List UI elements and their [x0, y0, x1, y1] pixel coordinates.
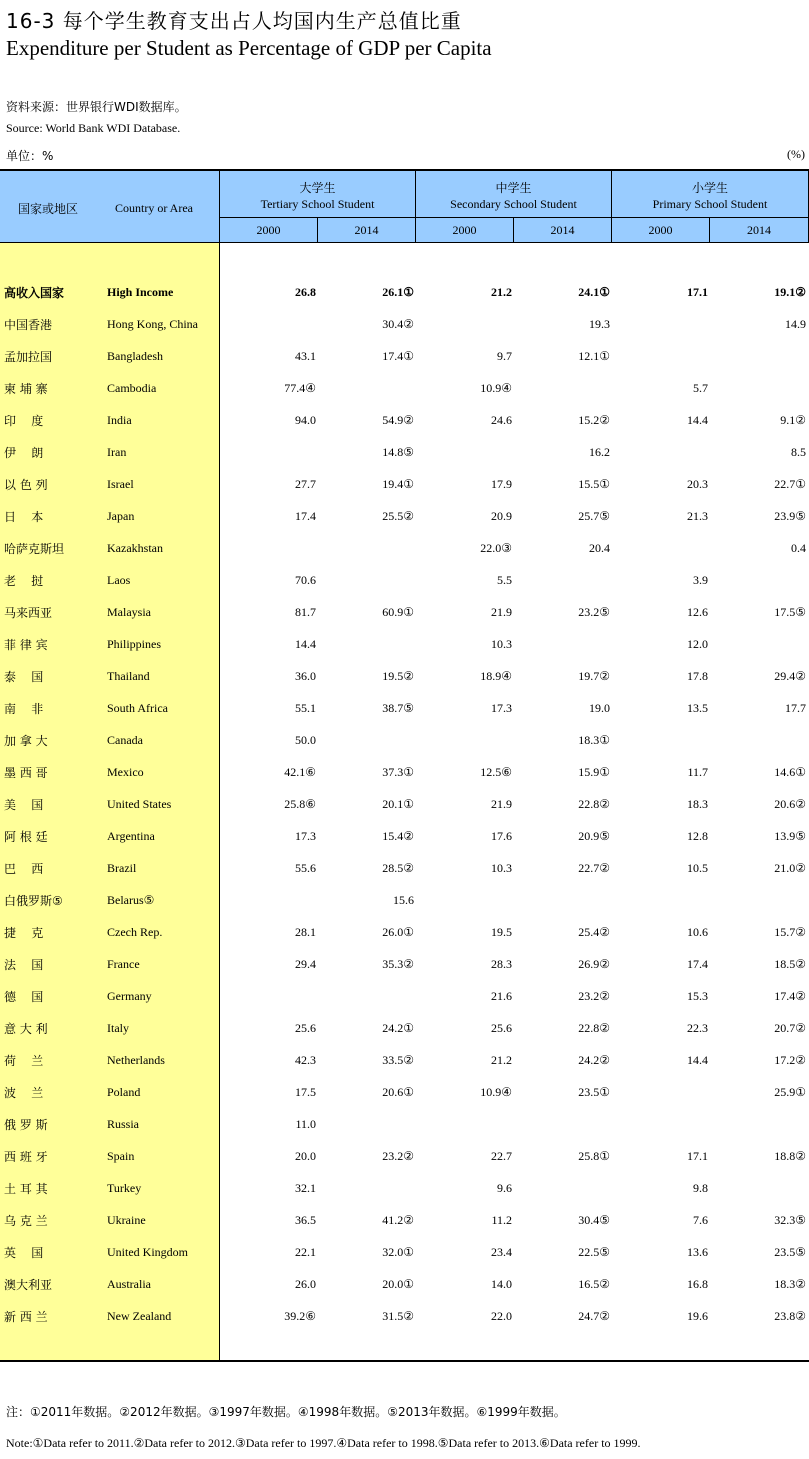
value-cell: 25.9① [774, 1085, 806, 1099]
country-name-en: United States [107, 797, 172, 811]
group-header-en: Tertiary School Student [260, 197, 375, 211]
country-name-cn: 意 大 利 [4, 1022, 48, 1036]
value-cell: 17.5⑤ [774, 605, 806, 619]
value-cell: 12.0 [687, 637, 708, 651]
value-cell: 81.7 [295, 605, 316, 619]
value-cell: 22.8② [578, 797, 610, 811]
country-name-cn: 英 国 [4, 1246, 44, 1260]
value-cell: 26.9② [578, 957, 610, 971]
value-cell: 24.2② [578, 1053, 610, 1067]
value-cell: 20.7② [774, 1021, 806, 1035]
country-name-cn: 加 拿 大 [4, 734, 48, 748]
value-cell: 11.7 [687, 765, 708, 779]
value-cell: 28.5② [382, 861, 414, 875]
value-cell: 27.7 [295, 477, 316, 491]
year-header: 2000 [220, 218, 318, 243]
year-header: 2000 [612, 218, 710, 243]
value-cell: 9.6 [497, 1181, 512, 1195]
country-name-cn: 法 国 [4, 958, 44, 972]
value-cell: 25.8⑥ [284, 797, 316, 811]
country-name-cn: 中国香港 [4, 318, 53, 332]
value-cell: 77.4④ [284, 381, 316, 395]
value-cell: 20.9 [491, 509, 512, 523]
country-name-cn: 白俄罗斯⑤ [4, 894, 63, 908]
value-cell: 29.4 [295, 957, 316, 971]
country-name-en: Spain [107, 1149, 135, 1163]
group-header-secondary [416, 171, 612, 218]
value-cell: 15.9① [578, 765, 610, 779]
table-row [0, 501, 809, 533]
value-cell: 23.9⑤ [774, 509, 806, 523]
value-cell: 19.5② [382, 669, 414, 683]
value-cell: 54.9② [382, 413, 414, 427]
table-row [0, 853, 809, 885]
value-cell: 28.3 [491, 957, 512, 971]
value-cell: 14.6① [774, 765, 806, 779]
country-name-en: Italy [107, 1021, 129, 1035]
country-name-en: Belarus⑤ [107, 893, 155, 907]
country-name-cn: 捷 克 [4, 926, 44, 940]
value-cell: 30.4② [382, 317, 414, 331]
country-name-cn: 孟加拉国 [4, 350, 53, 364]
country-name-cn: 以 色 列 [4, 478, 48, 492]
value-cell: 20.4 [589, 541, 610, 555]
country-name-en: Germany [107, 989, 152, 1003]
value-cell: 60.9① [382, 605, 414, 619]
country-name-en: Bangladesh [107, 349, 163, 363]
value-cell: 22.7② [578, 861, 610, 875]
value-cell: 14.4 [295, 637, 316, 651]
value-cell: 23.2② [382, 1149, 414, 1163]
country-name-cn: 墨 西 哥 [4, 766, 48, 780]
value-cell: 21.9 [491, 605, 512, 619]
value-cell: 23.5⑤ [774, 1245, 806, 1259]
value-cell: 26.8 [295, 285, 316, 299]
group-header-cn: 大学生 [299, 181, 336, 195]
table-row [0, 309, 809, 341]
value-cell: 17.3 [491, 701, 512, 715]
value-cell: 9.7 [497, 349, 512, 363]
value-cell: 0.4 [791, 541, 806, 555]
value-cell: 16.2 [589, 445, 610, 459]
country-name-cn: 老 挝 [4, 574, 44, 588]
value-cell: 10.5 [687, 861, 708, 875]
country-name-en: Japan [107, 509, 135, 523]
value-cell: 5.5 [497, 573, 512, 587]
value-cell: 21.2 [491, 285, 512, 299]
value-cell: 19.4① [382, 477, 414, 491]
country-name-en: Russia [107, 1117, 140, 1131]
table-row [0, 533, 809, 565]
value-cell: 25.4② [578, 925, 610, 939]
value-cell: 22.0③ [480, 541, 512, 555]
country-name-cn: 波 兰 [4, 1086, 44, 1100]
value-cell: 18.3② [774, 1277, 806, 1291]
value-cell: 37.3① [382, 765, 414, 779]
value-cell: 29.4② [774, 669, 806, 683]
value-cell: 16.8 [687, 1277, 708, 1291]
table-row [0, 1077, 809, 1109]
value-cell: 55.6 [295, 861, 316, 875]
table-row [0, 277, 809, 309]
country-name-cn: 泰 国 [4, 670, 44, 684]
value-cell: 10.3 [491, 637, 512, 651]
footnote-cn: 注：①2011年数据。②2012年数据。③1997年数据。④1998年数据。⑤2013年数据。⑥1999年数据。 [6, 1405, 566, 1419]
table-row [0, 725, 809, 757]
country-name-cn: 阿 根 廷 [4, 830, 48, 844]
country-name-cn: 印 度 [4, 414, 44, 428]
value-cell: 39.2⑥ [284, 1309, 316, 1323]
value-cell: 17.5 [295, 1085, 316, 1099]
value-cell: 22.5⑤ [578, 1245, 610, 1259]
country-name-en: Netherlands [107, 1053, 165, 1067]
value-cell: 13.5 [687, 701, 708, 715]
country-name-en: Turkey [107, 1181, 142, 1195]
value-cell: 17.6 [491, 829, 512, 843]
value-cell: 23.8② [774, 1309, 806, 1323]
country-header-en: Country or Area [115, 201, 193, 215]
value-cell: 21.2 [491, 1053, 512, 1067]
value-cell: 17.8 [687, 669, 708, 683]
value-cell: 19.0 [589, 701, 610, 715]
country-name-cn: 南 非 [4, 702, 44, 716]
table-row [0, 1045, 809, 1077]
value-cell: 33.5② [382, 1053, 414, 1067]
value-cell: 24.1① [578, 285, 610, 299]
value-cell: 10.9④ [480, 1085, 512, 1099]
value-cell: 10.3 [491, 861, 512, 875]
table-row [0, 1013, 809, 1045]
group-header-primary [612, 171, 809, 218]
table-row [0, 629, 809, 661]
value-cell: 14.9 [785, 317, 806, 331]
value-cell: 17.1 [687, 285, 708, 299]
country-name-cn: 德 国 [4, 990, 44, 1004]
year-header: 2014 [710, 218, 809, 243]
value-cell: 17.2② [774, 1053, 806, 1067]
value-cell: 17.4① [382, 349, 414, 363]
country-name-cn: 马来西亚 [4, 606, 53, 620]
country-name-cn: 新 西 兰 [4, 1310, 48, 1324]
value-cell: 15.7② [774, 925, 806, 939]
value-cell: 17.4② [774, 989, 806, 1003]
table-row [0, 693, 809, 725]
value-cell: 15.2② [578, 413, 610, 427]
value-cell: 20.0 [295, 1149, 316, 1163]
table-row [0, 469, 809, 501]
value-cell: 21.0② [774, 861, 806, 875]
value-cell: 30.4⑤ [578, 1213, 610, 1227]
table-row [0, 1269, 809, 1301]
value-cell: 15.6 [393, 893, 414, 907]
value-cell: 26.0 [295, 1277, 316, 1291]
value-cell: 20.6① [382, 1085, 414, 1099]
value-cell: 32.1 [295, 1181, 316, 1195]
country-name-en: Iran [107, 445, 127, 459]
footnote-en: Note:①Data refer to 2011.②Data refer to 2012.③Data refer to 1997.④Data refer to 1998.⑤Data refer to 2013.⑥Data refer to 1999. [6, 1436, 641, 1450]
value-cell: 18.3① [578, 733, 610, 747]
value-cell: 22.3 [687, 1021, 708, 1035]
value-cell: 9.8 [693, 1181, 708, 1195]
value-cell: 26.1① [382, 285, 414, 299]
value-cell: 25.6 [491, 1021, 512, 1035]
country-name-en: High Income [107, 285, 174, 299]
group-header-tertiary [220, 171, 416, 218]
country-name-cn: 伊 朗 [4, 446, 44, 460]
country-name-cn: 巴 西 [4, 862, 44, 876]
value-cell: 23.2⑤ [578, 605, 610, 619]
value-cell: 25.8① [578, 1149, 610, 1163]
value-cell: 50.0 [295, 733, 316, 747]
group-header-en: Primary School Student [652, 197, 768, 211]
country-name-en: Mexico [107, 765, 144, 779]
country-name-cn: 菲 律 宾 [4, 638, 48, 652]
country-header [0, 171, 220, 243]
value-cell: 38.7⑤ [382, 701, 414, 715]
value-cell: 12.1① [578, 349, 610, 363]
table-row [0, 981, 809, 1013]
value-cell: 8.5 [791, 445, 806, 459]
country-name-en: Laos [107, 573, 131, 587]
value-cell: 14.4 [687, 1053, 708, 1067]
value-cell: 28.1 [295, 925, 316, 939]
country-name-en: Thailand [107, 669, 150, 683]
value-cell: 41.2② [382, 1213, 414, 1227]
country-name-en: Brazil [107, 861, 137, 875]
unit-label-cn: 单位：% [6, 149, 54, 163]
value-cell: 13.9⑤ [774, 829, 806, 843]
value-cell: 23.2② [578, 989, 610, 1003]
value-cell: 15.5① [578, 477, 610, 491]
country-name-en: France [107, 957, 140, 971]
value-cell: 15.4② [382, 829, 414, 843]
table-row [0, 757, 809, 789]
country-name-en: India [107, 413, 132, 427]
value-cell: 24.6 [491, 413, 512, 427]
table-row [0, 373, 809, 405]
value-cell: 20.6② [774, 797, 806, 811]
value-cell: 17.7 [785, 701, 806, 715]
value-cell: 18.8② [774, 1149, 806, 1163]
year-header: 2000 [416, 218, 514, 243]
value-cell: 21.3 [687, 509, 708, 523]
value-cell: 18.9④ [480, 669, 512, 683]
value-cell: 25.5② [382, 509, 414, 523]
value-cell: 12.8 [687, 829, 708, 843]
table-row [0, 1173, 809, 1205]
table-row [0, 437, 809, 469]
value-cell: 22.7① [774, 477, 806, 491]
value-cell: 19.6 [687, 1309, 708, 1323]
country-name-en: Hong Kong, China [107, 317, 198, 331]
value-cell: 16.5② [578, 1277, 610, 1291]
table-row [0, 661, 809, 693]
table-row [0, 597, 809, 629]
value-cell: 19.1② [774, 285, 806, 299]
country-name-en: Cambodia [107, 381, 157, 395]
value-cell: 42.3 [295, 1053, 316, 1067]
group-header-cn: 小学生 [691, 181, 728, 195]
value-cell: 94.0 [295, 413, 316, 427]
value-cell: 3.9 [693, 573, 708, 587]
value-cell: 19.3 [589, 317, 610, 331]
value-cell: 25.6 [295, 1021, 316, 1035]
value-cell: 31.5② [382, 1309, 414, 1323]
value-cell: 12.5⑥ [480, 765, 512, 779]
country-name-en: Poland [107, 1085, 141, 1099]
country-name-cn: 西 班 牙 [4, 1150, 48, 1164]
table-row [0, 565, 809, 597]
country-name-en: Kazakhstan [107, 541, 163, 555]
country-name-cn: 乌 克 兰 [4, 1214, 48, 1228]
country-name-cn: 荷 兰 [4, 1054, 44, 1068]
value-cell: 18.3 [687, 797, 708, 811]
value-cell: 10.6 [687, 925, 708, 939]
value-cell: 26.0① [382, 925, 414, 939]
table-row [0, 885, 809, 917]
value-cell: 11.0 [295, 1117, 316, 1131]
value-cell: 10.9④ [480, 381, 512, 395]
table-row [0, 1301, 809, 1333]
country-name-cn: 俄 罗 斯 [4, 1118, 48, 1132]
value-cell: 20.1① [382, 797, 414, 811]
value-cell: 20.9⑤ [578, 829, 610, 843]
value-cell: 18.5② [774, 957, 806, 971]
group-header-en: Secondary School Student [450, 197, 577, 211]
value-cell: 20.3 [687, 477, 708, 491]
value-cell: 14.4 [687, 413, 708, 427]
value-cell: 21.6 [491, 989, 512, 1003]
country-name-cn: 美 国 [4, 798, 44, 812]
table-row [0, 341, 809, 373]
value-cell: 25.7⑤ [578, 509, 610, 523]
year-header: 2014 [514, 218, 612, 243]
value-cell: 23.5① [578, 1085, 610, 1099]
value-cell: 17.9 [491, 477, 512, 491]
country-name-en: Canada [107, 733, 143, 747]
value-cell: 9.1② [780, 413, 806, 427]
country-name-en: Argentina [107, 829, 155, 843]
value-cell: 24.2① [382, 1021, 414, 1035]
country-name-cn: 日 本 [4, 510, 44, 524]
source-cn: 资料来源：世界银行WDI数据库。 [6, 100, 187, 114]
country-name-en: Ukraine [107, 1213, 146, 1227]
value-cell: 43.1 [295, 349, 316, 363]
value-cell: 22.0 [491, 1309, 512, 1323]
value-cell: 17.4 [687, 957, 708, 971]
value-cell: 36.5 [295, 1213, 316, 1227]
value-cell: 17.1 [687, 1149, 708, 1163]
table-row [0, 1109, 809, 1141]
value-cell: 13.6 [687, 1245, 708, 1259]
table-row [0, 405, 809, 437]
country-name-cn: 土 耳 其 [4, 1182, 48, 1196]
country-name-en: Czech Rep. [107, 925, 163, 939]
table-row [0, 789, 809, 821]
country-name-cn: 哈萨克斯坦 [4, 542, 65, 556]
country-name-cn: 高收入国家 [4, 286, 65, 300]
value-cell: 70.6 [295, 573, 316, 587]
value-cell: 17.4 [295, 509, 316, 523]
value-cell: 35.3② [382, 957, 414, 971]
value-cell: 55.1 [295, 701, 316, 715]
country-name-en: South Africa [107, 701, 168, 715]
value-cell: 36.0 [295, 669, 316, 683]
year-header: 2014 [318, 218, 416, 243]
value-cell: 15.3 [687, 989, 708, 1003]
table-row [0, 821, 809, 853]
country-name-en: New Zealand [107, 1309, 172, 1323]
country-name-en: United Kingdom [107, 1245, 188, 1259]
unit-label-pct: (%) [787, 147, 805, 161]
value-cell: 32.0① [382, 1245, 414, 1259]
country-name-en: Philippines [107, 637, 162, 651]
group-header-cn: 中学生 [495, 181, 532, 195]
value-cell: 12.6 [687, 605, 708, 619]
value-cell: 23.4 [491, 1245, 512, 1259]
value-cell: 11.2 [491, 1213, 512, 1227]
value-cell: 17.3 [295, 829, 316, 843]
country-header-cn: 国家或地区 [18, 202, 79, 216]
country-name-en: Australia [107, 1277, 151, 1291]
table-row [0, 1141, 809, 1173]
value-cell: 42.1⑥ [284, 765, 316, 779]
data-table [0, 169, 809, 1362]
value-cell: 5.7 [693, 381, 708, 395]
value-cell: 14.0 [491, 1277, 512, 1291]
value-cell: 22.8② [578, 1021, 610, 1035]
country-name-en: Malaysia [107, 605, 151, 619]
page-title-cn: 16-3 每个学生教育支出占人均国内生产总值比重 [6, 9, 462, 33]
value-cell: 21.9 [491, 797, 512, 811]
country-name-en: Israel [107, 477, 134, 491]
value-cell: 14.8⑤ [382, 445, 414, 459]
value-cell: 20.0① [382, 1277, 414, 1291]
value-cell: 19.7② [578, 669, 610, 683]
country-name-cn: 澳大利亚 [4, 1278, 53, 1292]
page-title-en: Expenditure per Student as Percentage of GDP per Capita [6, 36, 492, 60]
value-cell: 22.7 [491, 1149, 512, 1163]
table-row [0, 1237, 809, 1269]
value-cell: 22.1 [295, 1245, 316, 1259]
value-cell: 32.3⑤ [774, 1213, 806, 1227]
table-row [0, 917, 809, 949]
value-cell: 7.6 [693, 1213, 708, 1227]
table-row [0, 1205, 809, 1237]
value-cell: 19.5 [491, 925, 512, 939]
source-en: Source: World Bank WDI Database. [6, 121, 181, 135]
table-row [0, 949, 809, 981]
country-name-cn: 柬 埔 寨 [4, 382, 48, 396]
value-cell: 24.7② [578, 1309, 610, 1323]
